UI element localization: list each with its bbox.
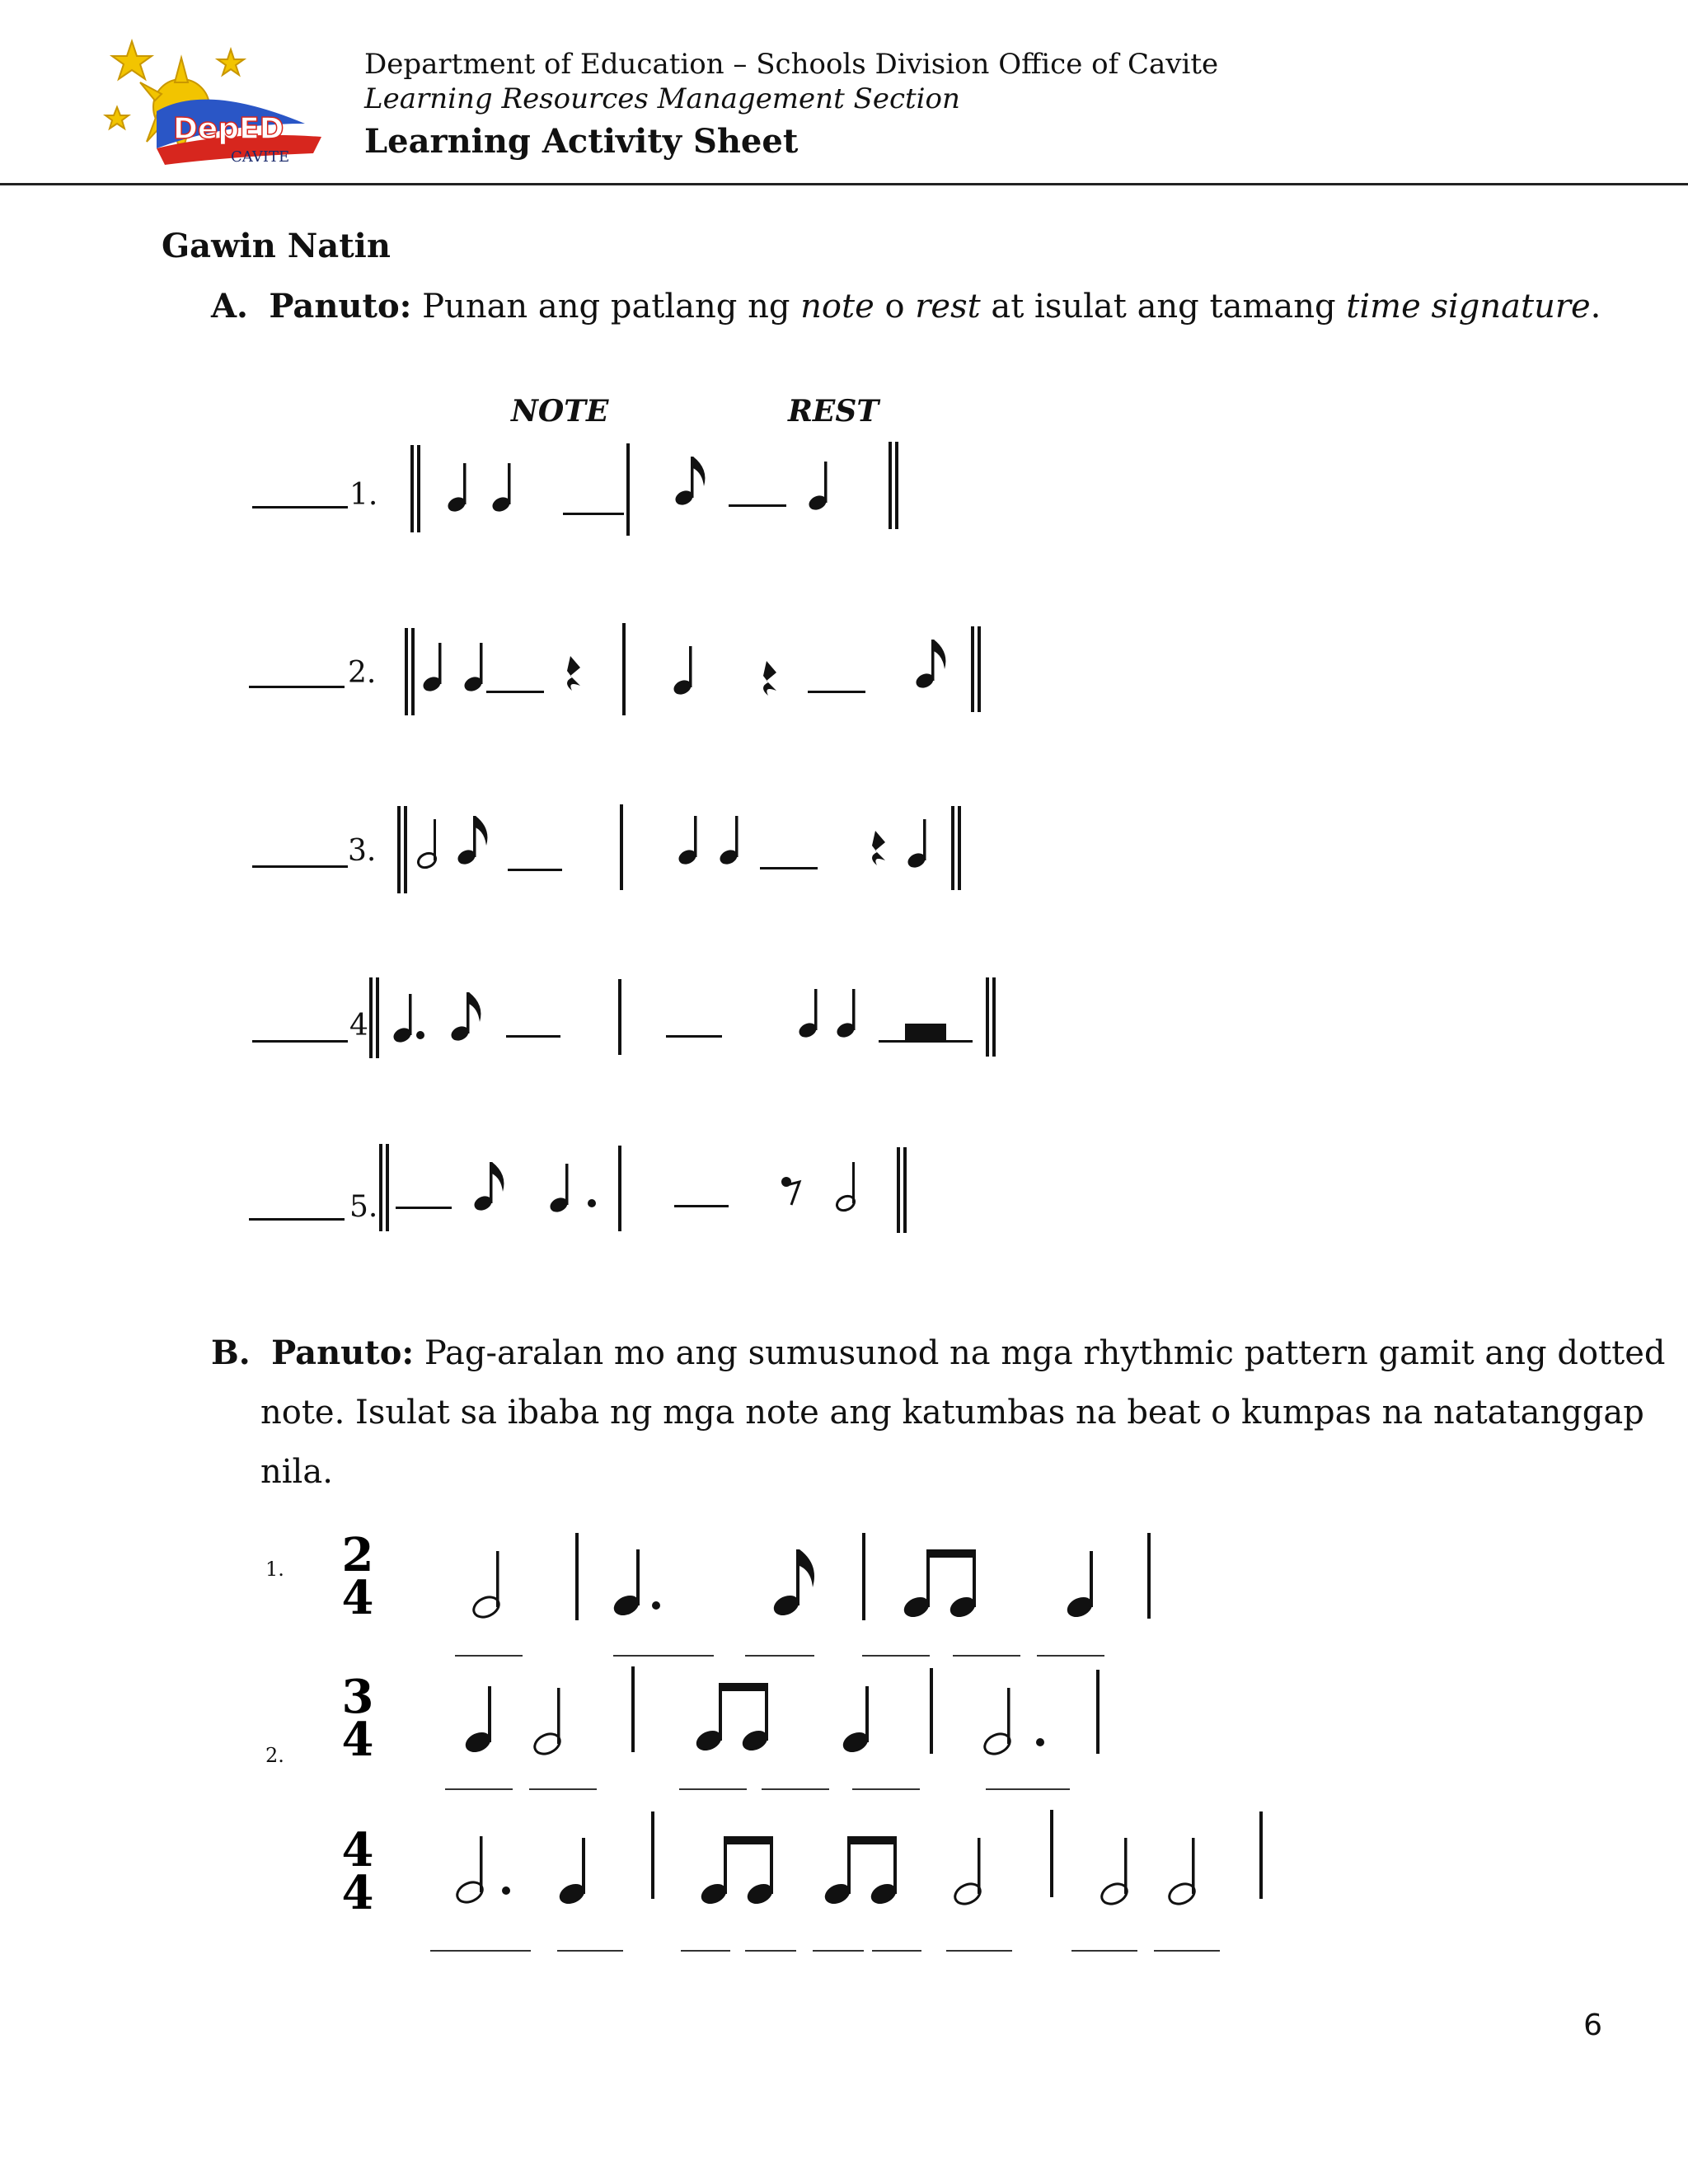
answer-blank (862, 1655, 930, 1657)
answer-blank (557, 1950, 623, 1952)
instruction-text: nila. (260, 1453, 333, 1491)
column-label-rest: REST (788, 394, 879, 429)
dotted-half-note-icon (454, 1836, 485, 1906)
instruction-text: at isulat ang tamang (991, 288, 1336, 326)
section-title: Gawin Natin (162, 227, 391, 265)
time-signature-bottom: 4 (341, 1866, 374, 1920)
answer-blank (946, 1950, 1012, 1952)
answer-blank (745, 1950, 796, 1952)
pattern-number: 2. (265, 1744, 284, 1767)
answer-blank (1071, 1950, 1137, 1952)
pattern-number: 1. (265, 1558, 284, 1581)
answer-blank (762, 1788, 829, 1790)
half-note-icon (532, 1688, 563, 1758)
half-note-icon (952, 1838, 983, 1908)
row-number: 4 (349, 1009, 368, 1043)
instruction-text: o (884, 288, 905, 326)
beamed-eighth-notes-icon (698, 1836, 776, 1908)
answer-blank (953, 1655, 1020, 1657)
answer-blank (1037, 1655, 1104, 1657)
logo-subtext: CAVITE (231, 148, 290, 166)
rest-word: rest (915, 288, 981, 326)
beamed-eighth-notes-icon (901, 1549, 978, 1621)
row-number: 3. (348, 834, 377, 868)
dotted-half-note-icon (982, 1688, 1013, 1758)
column-label-note: NOTE (511, 394, 609, 429)
half-note-icon (1166, 1838, 1198, 1908)
time-signature-bottom: 4 (341, 1571, 374, 1625)
answer-blank (613, 1655, 714, 1657)
instruction-text: Pag-aralan mo ang sumusunod na mga rhythmic pattern gamit ang dotted (424, 1334, 1666, 1372)
instruction-text: Punan ang patlang ng (422, 288, 790, 326)
part-b-letter: B. (211, 1333, 251, 1372)
row-number: 5. (349, 1190, 378, 1224)
time-signature-top: 4 (341, 1823, 374, 1877)
answer-blank (679, 1788, 747, 1790)
beamed-eighth-notes-icon (693, 1683, 771, 1755)
answer-blank (455, 1655, 523, 1657)
beamed-eighth-notes-icon (822, 1836, 899, 1908)
time-signature-top: 3 (341, 1670, 374, 1724)
quarter-note-icon (556, 1838, 588, 1908)
answer-blank (813, 1950, 864, 1952)
answer-blank (445, 1788, 513, 1790)
row-number: 2. (348, 656, 377, 690)
time-signature-top: 2 (341, 1528, 374, 1582)
logo-text: DepED (173, 112, 284, 146)
section-name: Learning Resources Management Section (364, 82, 960, 115)
sheet-title: Learning Activity Sheet (364, 122, 799, 161)
instruction-text: . (1590, 288, 1601, 326)
panuto-label: Panuto: (269, 287, 412, 326)
answer-blank (852, 1788, 920, 1790)
quarter-note-icon (462, 1686, 494, 1756)
page-number: 6 (1583, 2008, 1602, 2042)
answer-blank (872, 1950, 921, 1952)
answer-blank (1154, 1950, 1220, 1952)
quarter-note-icon (840, 1686, 871, 1756)
note-word: note (800, 288, 874, 326)
part-a-letter: A. (211, 287, 248, 326)
answer-blank (986, 1788, 1070, 1790)
half-note-icon (471, 1551, 502, 1621)
answer-blank (529, 1788, 597, 1790)
time-signature-word: time signature (1346, 288, 1591, 326)
dotted-quarter-note-icon (611, 1549, 642, 1619)
answer-blank (681, 1950, 730, 1952)
department-name: Department of Education – Schools Division Office of Cavite (364, 48, 1219, 81)
quarter-note-icon (1064, 1551, 1095, 1621)
half-note-icon (1099, 1838, 1130, 1908)
instruction-text: note. Isulat sa ibaba ng mga note ang katumbas na beat o kumpas na natatanggap (260, 1394, 1644, 1432)
row-number: 1. (349, 478, 378, 512)
panuto-label: Panuto: (271, 1333, 415, 1372)
eighth-note-icon (771, 1549, 814, 1619)
time-signature-bottom: 4 (341, 1713, 374, 1767)
answer-blank (430, 1950, 531, 1952)
answer-blank (745, 1655, 814, 1657)
